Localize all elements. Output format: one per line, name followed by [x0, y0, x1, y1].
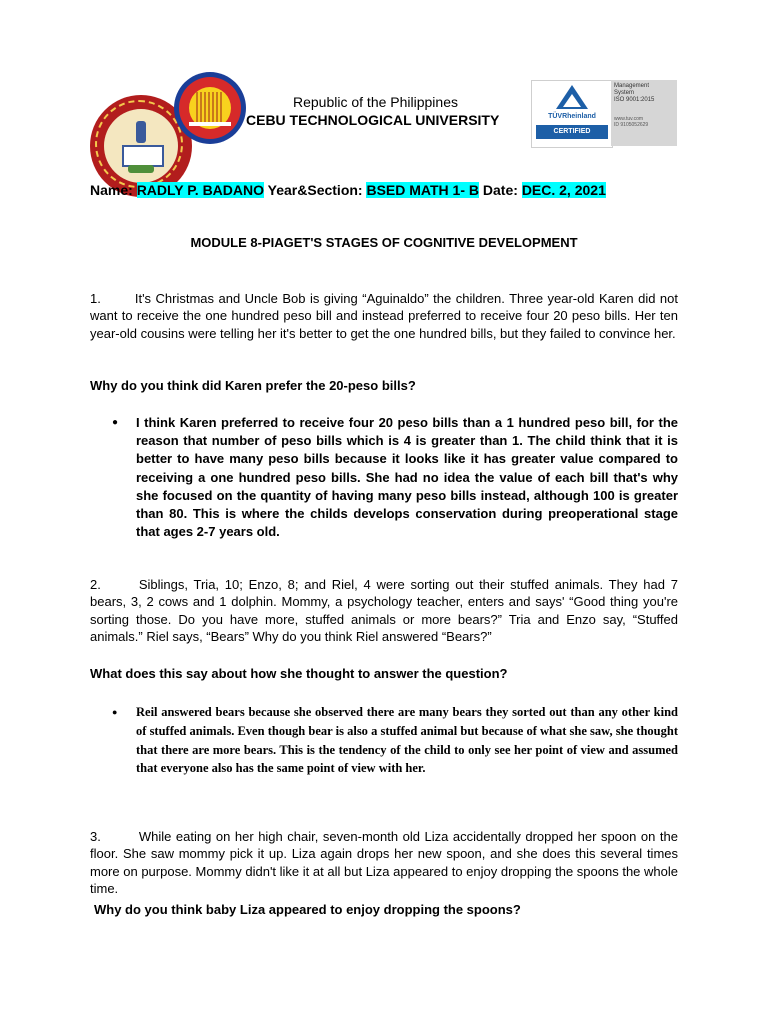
- university-heading: CEBU TECHNOLOGICAL UNIVERSITY: [246, 112, 500, 128]
- item-2-scenario: [90, 576, 678, 645]
- mgmt-url: www.tuv.com: [614, 116, 644, 122]
- answer-text: Reil answered bears because she observed there are many bears they sorted out than any other kind of stuffed animals. Even though bear is also a stuffed animal but because of what she saw, she thought that there are more bears. This is the tendency of the child to only see her point of view and assumed that everyone also has the same point of view with her.: [136, 705, 678, 776]
- scenario-text: Siblings, Tria, 10; Enzo, 8; and Riel, 4 were sorting out their stuffed animals. They had 7 bears, 3, 2 cows and 1 dolphin. Mommy, a psychology teacher, enters and says' “Good thing you're sorting those. Do you have more, stuffed animals or more bears?” Tria and Enzo say, “Stuffed animals.” Riel says, “Bears” Why do you think Riel answered “Bears?”: [90, 577, 678, 644]
- scenario-text: It's Christmas and Uncle Bob is giving “Aguinaldo” the children. Three year-old Karen did not want to receive the one hundred peso bill and instead preferred to receive four 20 peso bills. Her ten year-old cousins were telling her it's better to get the one hundred bills, but they failed to convince her.: [90, 291, 678, 341]
- item-2-question: What does this say about how she thought to answer the question?: [90, 666, 508, 681]
- book-icon: [122, 145, 164, 167]
- tuv-brand: TÜVRheinland: [548, 113, 596, 120]
- date-value: DEC. 2, 2021: [521, 182, 606, 198]
- name-label: Name:: [90, 182, 133, 198]
- item-number: 1.: [90, 291, 101, 306]
- mgmt-id: ID 9105052629: [614, 122, 649, 128]
- student-name: RADLY P. BADANO: [136, 182, 265, 198]
- management-system-box: [611, 80, 677, 146]
- mgmt-line: Management: [614, 83, 650, 89]
- item-number: 2.: [90, 577, 101, 592]
- bullet-icon: ●: [112, 707, 118, 717]
- item-1-answer: [112, 414, 678, 541]
- answer-text: I think Karen preferred to receive four 20 peso bills than a 1 hundred peso bill, for the reason that number of peso bills which is 4 is greater than 1. The child think that it is better to have many peso bills because it looks like it has greater value compared to receiving a one hundred peso bills. She had no idea the value of each bill that's why she focused on the quantity of having many peso bills instead, although 100 is greater than 80. This is where the childs develops conservation during preoperational stage that ages 2-7 years old.: [136, 415, 678, 540]
- item-1-scenario: [90, 290, 678, 342]
- asean-logo: [174, 72, 246, 144]
- mgmt-line: System: [614, 90, 635, 96]
- tuv-certification-logo: [531, 80, 613, 148]
- year-label: Year&Section:: [267, 182, 363, 198]
- tuv-certified-label: CERTIFIED: [536, 125, 608, 139]
- mgmt-line: ISO 9001:2015: [614, 97, 655, 103]
- torch-icon: [136, 121, 146, 143]
- item-3-question: Why do you think baby Liza appeared to enjoy dropping the spoons?: [94, 902, 521, 917]
- bullet-icon: ●: [112, 417, 119, 428]
- rice-stalks-icon: [196, 92, 224, 122]
- module-title: MODULE 8-PIAGET'S STAGES OF COGNITIVE DEVELOPMENT: [190, 235, 578, 250]
- date-label: Date:: [482, 182, 518, 198]
- student-info-line: [90, 182, 606, 198]
- republic-heading: Republic of the Philippines: [293, 94, 458, 110]
- seal-inner: [104, 109, 178, 183]
- year-section-value: BSED MATH 1- B: [366, 182, 480, 198]
- item-1-question: Why do you think did Karen prefer the 20-peso bills?: [90, 378, 416, 393]
- item-3-scenario: [90, 828, 678, 897]
- item-2-answer: [112, 703, 678, 778]
- item-number: 3.: [90, 829, 101, 844]
- laurel-icon: [128, 165, 154, 173]
- scenario-text: While eating on her high chair, seven-month old Liza accidentally dropped her spoon on the floor. She saw mommy pick it up. Liza again drops her new spoon, and she does this several times more on purpose. Mommy didn't like it at all but Liza appeared to enjoy dropping the spoons the whole time.: [90, 829, 678, 896]
